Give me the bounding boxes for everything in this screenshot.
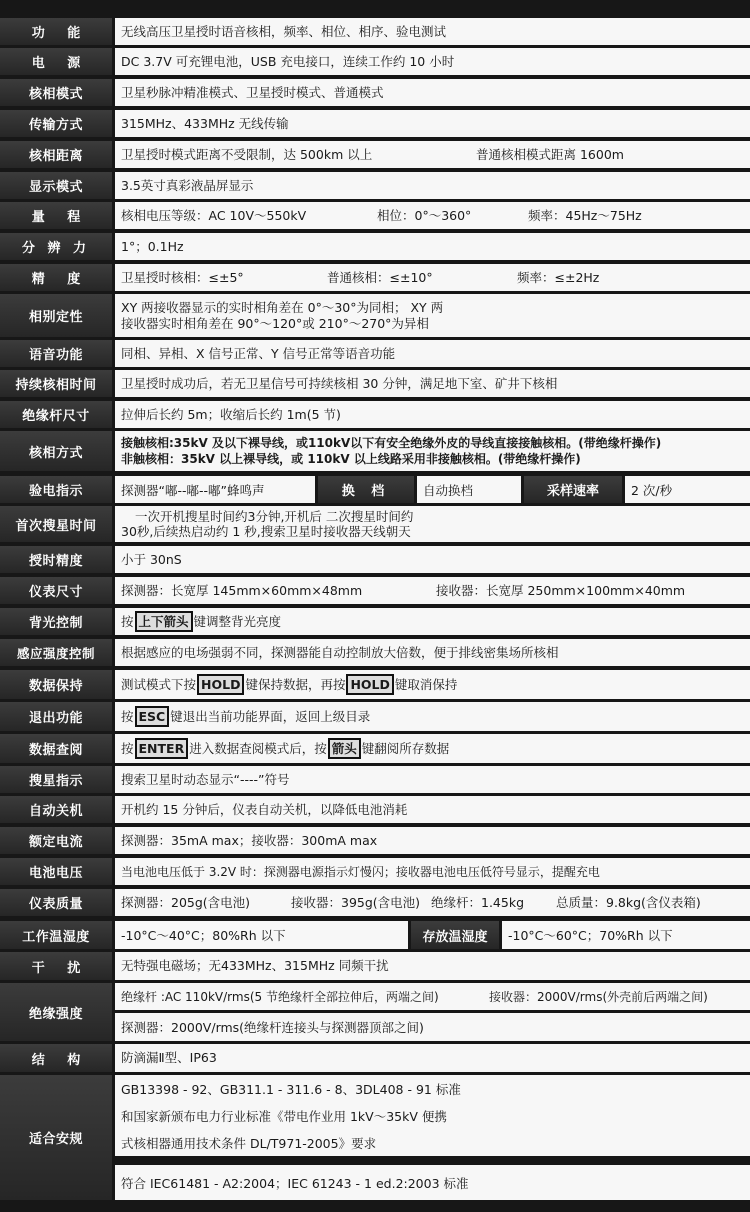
spec-value-b: -10°C～60°C；70%Rh 以下 bbox=[502, 921, 750, 949]
spec-value bbox=[115, 264, 750, 291]
spec-text: 按 bbox=[121, 613, 134, 629]
spec-value bbox=[115, 294, 750, 337]
spec-row-range bbox=[0, 202, 750, 229]
spec-value-a: 探测器：205g(含电池) bbox=[121, 894, 251, 910]
spec-label: 显示模式 bbox=[0, 172, 112, 199]
key-label-hold: HOLD bbox=[346, 674, 393, 695]
spec-label: 首次搜星时间 bbox=[0, 506, 112, 542]
spec-label: 数据保持 bbox=[0, 670, 112, 699]
spec-text: 键保持数据，再按 bbox=[245, 676, 346, 692]
spec-value-line: 式核相器通用技术条件 DL/T971-2005》要求 bbox=[115, 1129, 750, 1156]
spec-label: 退出功能 bbox=[0, 702, 112, 731]
spec-label: 搜星指示 bbox=[0, 766, 112, 793]
spec-text: 键取消保持 bbox=[394, 676, 458, 692]
spec-value: 卫星秒脉冲精准模式、卫星授时模式、普通模式 bbox=[115, 79, 750, 106]
spec-row-insulation bbox=[0, 983, 750, 1041]
spec-row-distance bbox=[0, 141, 750, 168]
spec-label: 验电指示 bbox=[0, 476, 112, 503]
spec-sublabel: 采样速率 bbox=[524, 476, 622, 503]
spec-value-line: 30秒,后续热启动约 1 秒,搜索卫星时接收器天线朝天 bbox=[121, 524, 411, 539]
spec-value bbox=[115, 702, 750, 731]
key-label-enter: ENTER bbox=[135, 738, 189, 759]
spec-row-phase-mode bbox=[0, 79, 750, 106]
spec-row-phase-method bbox=[0, 431, 750, 471]
spec-row-structure bbox=[0, 1044, 750, 1072]
spec-value: DC 3.7V 可充锂电池，USB 充电接口，连续工作约 10 小时 bbox=[115, 48, 750, 75]
spec-value-b: 自动换档 bbox=[417, 476, 521, 503]
spec-label: 结 构 bbox=[0, 1044, 112, 1072]
spec-value: 3.5英寸真彩液晶屏显示 bbox=[115, 172, 750, 199]
key-label-arrow: 箭头 bbox=[328, 738, 361, 759]
spec-value-line: 和国家新颁布电力行业标准《带电作业用 1kV～35kV 便携 bbox=[115, 1102, 750, 1129]
spec-label: 仪表尺寸 bbox=[0, 577, 112, 604]
spec-label: 电 源 bbox=[0, 48, 112, 75]
spec-value-line: 符合 IEC61481 - A2:2004；IEC 61243 - 1 ed.2:2003 标准 bbox=[115, 1165, 750, 1200]
spec-row-weight bbox=[0, 889, 750, 916]
spec-value: 无线高压卫星授时语音核相，频率、相位、相序、验电测试 bbox=[115, 18, 750, 45]
spec-value-line: 一次开机搜星时间约3分钟,开机后 二次搜星时间约 bbox=[135, 509, 414, 524]
spec-label: 背光控制 bbox=[0, 608, 112, 635]
spec-row-auto-off bbox=[0, 796, 750, 823]
spec-row-rod-size bbox=[0, 401, 750, 428]
spec-label: 适合安规 bbox=[0, 1075, 112, 1200]
spec-label: 核相距离 bbox=[0, 141, 112, 168]
spec-value: 1°；0.1Hz bbox=[115, 233, 750, 260]
spec-value-line: 接收器实时相角差在 90°～120°或 210°～270°为异相 bbox=[121, 315, 429, 331]
spec-label: 核相方式 bbox=[0, 431, 112, 471]
spec-value: 根据感应的电场强弱不同，探测器能自动控制放大倍数，便于排线密集场所核相 bbox=[115, 639, 750, 666]
key-label-esc: ESC bbox=[135, 706, 170, 727]
spec-sublabel: 存放温湿度 bbox=[411, 921, 499, 949]
spec-value-a: 绝缘杆 :AC 110kV/rms(5 节绝缘杆全部拉伸后，两端之间) bbox=[121, 990, 439, 1004]
spec-label: 仪表质量 bbox=[0, 889, 112, 916]
spec-text: 进入数据查阅模式后，按 bbox=[189, 740, 327, 756]
spec-row-backlight bbox=[0, 608, 750, 635]
spec-value: 小于 30nS bbox=[115, 546, 750, 573]
spec-value-c: 2 次/秒 bbox=[625, 476, 750, 503]
spec-text: 键退出当前功能界面，返回上级目录 bbox=[170, 708, 371, 724]
spec-value-d: 总质量：9.8kg(含仪表箱) bbox=[556, 894, 701, 910]
spec-label: 传输方式 bbox=[0, 110, 112, 137]
spec-row-continuous-time bbox=[0, 370, 750, 397]
spec-value: 搜索卫星时动态显示“----”符号 bbox=[115, 766, 750, 793]
spec-text: 按 bbox=[121, 708, 134, 724]
spec-label: 感应强度控制 bbox=[0, 639, 112, 666]
spec-value: 探测器：35mA max；接收器：300mA max bbox=[115, 827, 750, 854]
spec-value-a: 卫星授时核相：≤±5° bbox=[121, 269, 244, 285]
spec-value bbox=[115, 734, 750, 763]
spec-value-b: 相位：0°～360° bbox=[377, 207, 472, 223]
spec-label: 电池电压 bbox=[0, 858, 112, 885]
spec-row-timing-accuracy bbox=[0, 546, 750, 573]
spec-row-resolution bbox=[0, 233, 750, 260]
spec-value: 卫星授时成功后，若无卫星信号可持续核相 30 分钟，满足地下室、矿井下核相 bbox=[115, 370, 750, 397]
spec-label: 精 度 bbox=[0, 264, 112, 291]
spec-row-function bbox=[0, 18, 750, 45]
spec-row-electro-indicate bbox=[0, 476, 750, 503]
spec-value-a: 卫星授时模式距离不受限制，达 500km 以上 bbox=[121, 146, 373, 162]
spec-text: 按 bbox=[121, 740, 134, 756]
spec-label: 干 扰 bbox=[0, 952, 112, 980]
spec-row-dimensions bbox=[0, 577, 750, 604]
spec-row-power bbox=[0, 48, 750, 75]
spec-label: 功 能 bbox=[0, 18, 112, 45]
spec-label: 工作温湿度 bbox=[0, 921, 112, 949]
spec-row-transmission bbox=[0, 110, 750, 137]
spec-label: 授时精度 bbox=[0, 546, 112, 573]
spec-value bbox=[115, 431, 750, 471]
spec-value: 拉伸后长约 5m；收缩后长约 1m(5 节) bbox=[115, 401, 750, 428]
spec-value-a: 探测器：长宽厚 145mm×60mm×48mm bbox=[121, 582, 363, 598]
spec-value: 315MHz、433MHz 无线传输 bbox=[115, 110, 750, 137]
spec-value bbox=[115, 577, 750, 604]
spec-value-line: 探测器：2000V/rms(绝缘杆连接头与探测器顶部之间) bbox=[115, 1013, 750, 1041]
spec-value bbox=[115, 141, 750, 168]
spec-value bbox=[115, 608, 750, 635]
spec-row-accuracy bbox=[0, 264, 750, 291]
spec-value-b: 接收器：2000V/rms(外壳前后两端之间) bbox=[489, 990, 708, 1004]
spec-label: 核相模式 bbox=[0, 79, 112, 106]
spec-value-a: -10°C～40°C；80%Rh 以下 bbox=[115, 921, 408, 949]
spec-value-a: 核相电压等级：AC 10V～550kV bbox=[121, 207, 307, 223]
spec-label: 数据查阅 bbox=[0, 734, 112, 763]
spec-row-data-hold bbox=[0, 670, 750, 699]
spec-label: 绝缘强度 bbox=[0, 983, 112, 1041]
spec-value: 当电池电压低于 3.2V 时：探测器电源指示灯慢闪；接收器电池电压低符号显示，提醒充电 bbox=[115, 858, 750, 885]
spec-row-phase-qualify bbox=[0, 294, 750, 337]
spec-value: 防滴漏Ⅱ型、IP63 bbox=[115, 1044, 750, 1072]
spec-label: 分 辨 力 bbox=[0, 233, 112, 260]
key-label-arrows: 上下箭头 bbox=[135, 611, 193, 632]
key-label-hold: HOLD bbox=[197, 674, 244, 695]
spec-row-operating-temp bbox=[0, 921, 750, 949]
spec-value-b: 普通核相：≤±10° bbox=[327, 269, 433, 285]
spec-label: 语音功能 bbox=[0, 340, 112, 367]
spec-row-voice bbox=[0, 340, 750, 367]
row-divider bbox=[115, 1159, 750, 1162]
spec-value bbox=[115, 983, 750, 1010]
spec-text: 键翻阅所存数据 bbox=[361, 740, 450, 756]
spec-value-b: 接收器：长宽厚 250mm×100mm×40mm bbox=[436, 582, 686, 598]
spec-value bbox=[115, 202, 750, 229]
spec-text: 键调整背光亮度 bbox=[193, 613, 282, 629]
spec-value-c: 频率：45Hz～75Hz bbox=[528, 207, 642, 223]
spec-row-first-search bbox=[0, 506, 750, 542]
spec-value: 开机约 15 分钟后，仪表自动关机，以降低电池消耗 bbox=[115, 796, 750, 823]
spec-row-sensitivity bbox=[0, 639, 750, 666]
spec-value-line: 接触核相:35kV 及以下裸导线，或110kV以下有安全绝缘外皮的导线直接接触核相。(带绝缘杆操作) bbox=[121, 436, 662, 450]
spec-label: 相别定性 bbox=[0, 294, 112, 337]
spec-label: 额定电流 bbox=[0, 827, 112, 854]
spec-label: 绝缘杆尺寸 bbox=[0, 401, 112, 428]
spec-sublabel: 换 档 bbox=[318, 476, 414, 503]
spec-value bbox=[115, 506, 750, 542]
spec-value-line: GB13398 - 92、GB311.1 - 311.6 - 8、3DL408 - 91 标准 bbox=[115, 1075, 750, 1102]
spec-value: 同相、异相、X 信号正常、Y 信号正常等语音功能 bbox=[115, 340, 750, 367]
spec-row-rated-current bbox=[0, 827, 750, 854]
spec-row-safety-standards bbox=[0, 1075, 750, 1200]
spec-label: 量 程 bbox=[0, 202, 112, 229]
spec-row-exit bbox=[0, 702, 750, 731]
spec-value bbox=[115, 670, 750, 699]
spec-row-search-indicate bbox=[0, 766, 750, 793]
spec-row-interference bbox=[0, 952, 750, 980]
spec-value-line: 非触核相：35kV 以上裸导线，或 110kV 以上线路采用非接触核相。(带绝缘杆操作) bbox=[121, 452, 581, 466]
spec-value-b: 普通核相模式距离 1600m bbox=[476, 146, 624, 162]
spec-label: 自动关机 bbox=[0, 796, 112, 823]
spec-row-data-review bbox=[0, 734, 750, 763]
spec-value-line: XY 两接收器显示的实时相角差在 0°～30°为同相； XY 两 bbox=[121, 299, 444, 315]
spec-row-display bbox=[0, 172, 750, 199]
spec-label: 持续核相时间 bbox=[0, 370, 112, 397]
spec-text: 测试模式下按 bbox=[121, 676, 197, 692]
spec-value-b: 接收器：395g(含电池) bbox=[291, 894, 421, 910]
spec-value-a: 探测器“嘟--嘟--嘟”蜂鸣声 bbox=[115, 476, 315, 503]
spec-value: 无特强电磁场；无433MHz、315MHz 同频干扰 bbox=[115, 952, 750, 980]
spec-value-c: 频率：≤±2Hz bbox=[517, 269, 600, 285]
spec-value bbox=[115, 889, 750, 916]
spec-value-c: 绝缘杆：1.45kg bbox=[431, 894, 525, 910]
spec-row-battery-voltage bbox=[0, 858, 750, 885]
